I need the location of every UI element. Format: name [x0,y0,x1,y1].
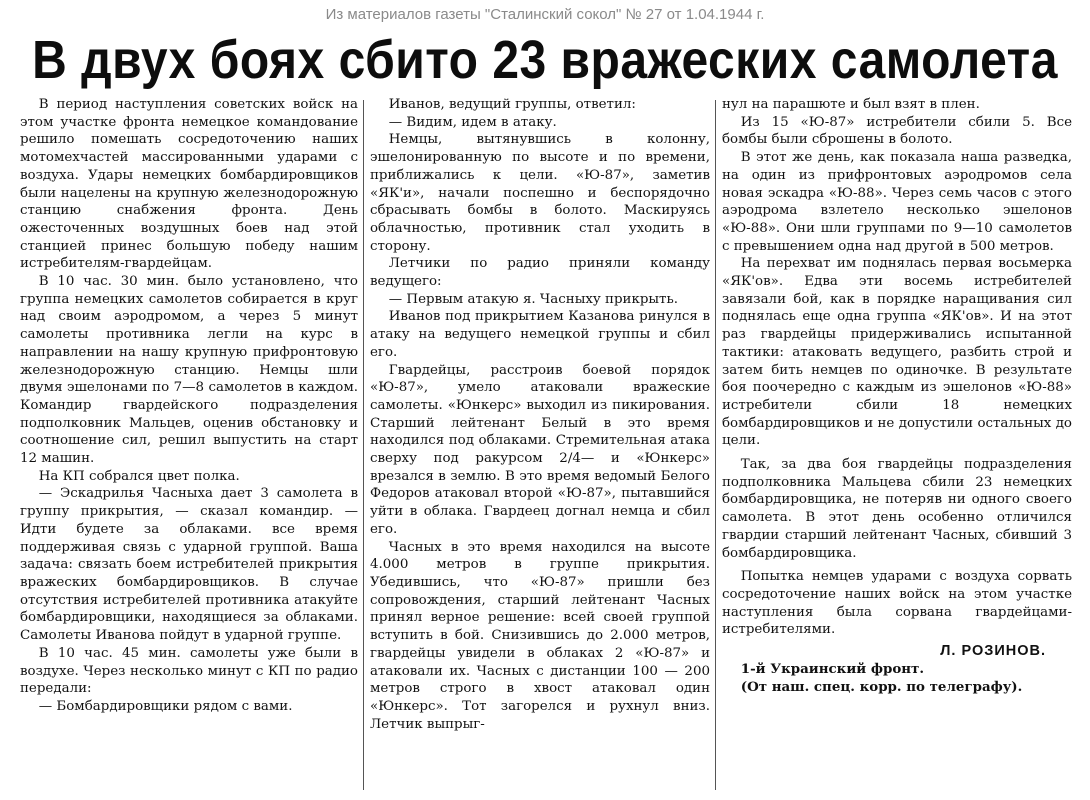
author-signature: Л. РОЗИНОВ. [940,643,1046,660]
paragraph: В 10 час. 30 мин. было установлено, что группа немецких самолетов собирается в круг над своим аэродромом, а через 5 минут самолеты противника легли на курс в направлении на нашу крупную прифронтовую железнодорожную станцию. Немцы шли двумя эшелонами по 7—8 самолетов в каждом. Командир гвардейского подразделения подполковник Мальцев, оценив обстановку и соотношение сил, решил выпустить на старт 12 машин. [20,274,358,467]
paragraph: Летчики по радио приняли команду ведущего: [370,256,710,290]
paragraph: Иванов, ведущий группы, ответил: [388,97,636,112]
paragraph: На КП собрался цвет полка. [38,468,240,484]
paragraph: В 10 час. 45 мин. самолеты уже были в воздухе. Через несколько минут с КП по радио передали: [20,645,358,697]
paragraph: На перехват им поднялась первая восьмерка «ЯК'ов». Едва эти восемь истребителей завязали бой, как в порядке наращивания сил поднялась еще одна группа «ЯК'ов». И на этот раз гвардейцы придерживались испытанной тактики: атаковать ведущего, разбить строй и затем бить немцев по одиночке. В результате боя поочередно с каждым из эшелонов «Ю-88» истребители сбили 18 немецких бомбардировщиков и не допустили остальных до цели. [722,256,1072,449]
article-column-2 [370,96,710,733]
paragraph: Гвардейцы, расстроив боевой порядок «Ю-87», умело атаковали вражеские самолеты. «Юнкерс» выходил из пикирования. Старший лейтенант Белый в это время находился под облаками. Стремительная атака сверху под ракурсом 2/4— и «Юнкерс» врезался в землю. В это время ведомый Белого Федоров атаковал второй «Ю-87», пытавшийся уйти в облака. Гвардеец догнал немца и сбил его. [370,362,710,537]
paragraph: — Видим, идем в атаку. [388,114,557,130]
paragraph: — Первым атакую я. Часныху прикрыть. [388,291,679,307]
paragraph: Немцы, вытянувшись в колонну, эшелонированную по высоте и по времени, приближались к цели. «Ю-87», заметив «ЯК'и», начали поспешно и беспорядочно сбрасывать бомбы в болото. Маскируясь облачностью, противник стал уходить в сторону. [370,132,710,254]
source-note: Из материалов газеты "Сталинский сокол" № 27 от 1.04.1944 г. [325,6,765,23]
headline: В двух боях сбито 23 вражеских самолета [32,31,1058,91]
paragraph: В этот же день, как показала наша разведка, на один из прифронтовых аэродромов села новая эскадра «Ю-88». Через семь часов с этого аэродрома взлетело несколько эшелонов «Ю-88». Они шли группами по 9—10 самолетов с превышением одна над другой в 500 метров. [722,150,1072,254]
telegraph-note: (От наш. спец. корр. по телеграфу). [740,678,1023,695]
paragraph: Попытка немцев ударами с воздуха сорвать сосредоточение наших войск на этом участке наступления была сорвана гвардейцами-истребителями. [722,569,1072,638]
paragraph: — Бомбардировщики рядом с вами. [38,698,293,714]
paragraph: Так, за два боя гвардейцы подразделения подполковника Мальцева сбили 23 немецких бомбардировщика, не потеряв ни одного своего самолета. В этот день особенно отличился гвардии старший лейтенант Часных, сбивший 3 бомбардировщика. [722,457,1072,561]
paragraph: нул на парашюте и был взят в плен. [722,97,980,112]
paragraph: Иванов под прикрытием Казанова ринулся в атаку на ведущего немецкой группы и сбил его. [370,309,710,360]
front-line: 1-й Украинский фронт. [740,660,925,677]
paragraph: В период наступления советских войск на этом участке фронта немецкое командование решило помешать сосредоточению наших мотомехчастей массированными ударами с воздуха. Удары немецких бомбардировщиков были нацелены на крупную железнодорожную станцию снабжения фронта. День ожесточенных воздушных боев над этой станцией принес большую победу нашим истребителям-гвардейцам. [20,97,358,272]
paragraph: — Эскадрилья Часныха дает 3 самолета в группу прикрытия, — сказал командир. — Идти будете за облаками. все время поддерживая связь с ударной группой. Ваша задача: связать боем истребителей прикрытия вражеских бомбардировщиков. В случае отсутствия истребителей противника атакуйте бомбардировщики, находящиеся за облаками. Самолеты Иванова пойдут в ударной группе. [20,486,358,644]
article-column-1 [20,96,358,716]
paragraph: Часных в это время находился на высоте 4.000 метров в группе прикрытия. Убедившись, что «Ю-87» пришли без сопровождения, старший лейтенант Часных принял верное решение: всей своей группой вступить в бой. Снизившись до 2.000 метров, гвардейцы увидели в облаках 2 «Ю-87» и атаковали их. Часных с дистанции 100 — 200 метров строго в хвост атаковал один «Юнкерс». Тот загорелся и рухнул вниз. Летчик выпрыг- [370,539,710,732]
article-body [0,96,1090,800]
article-column-3 [722,96,1072,696]
paragraph: Из 15 «Ю-87» истребители сбили 5. Все бомбы были сброшены в болото. [722,114,1072,148]
